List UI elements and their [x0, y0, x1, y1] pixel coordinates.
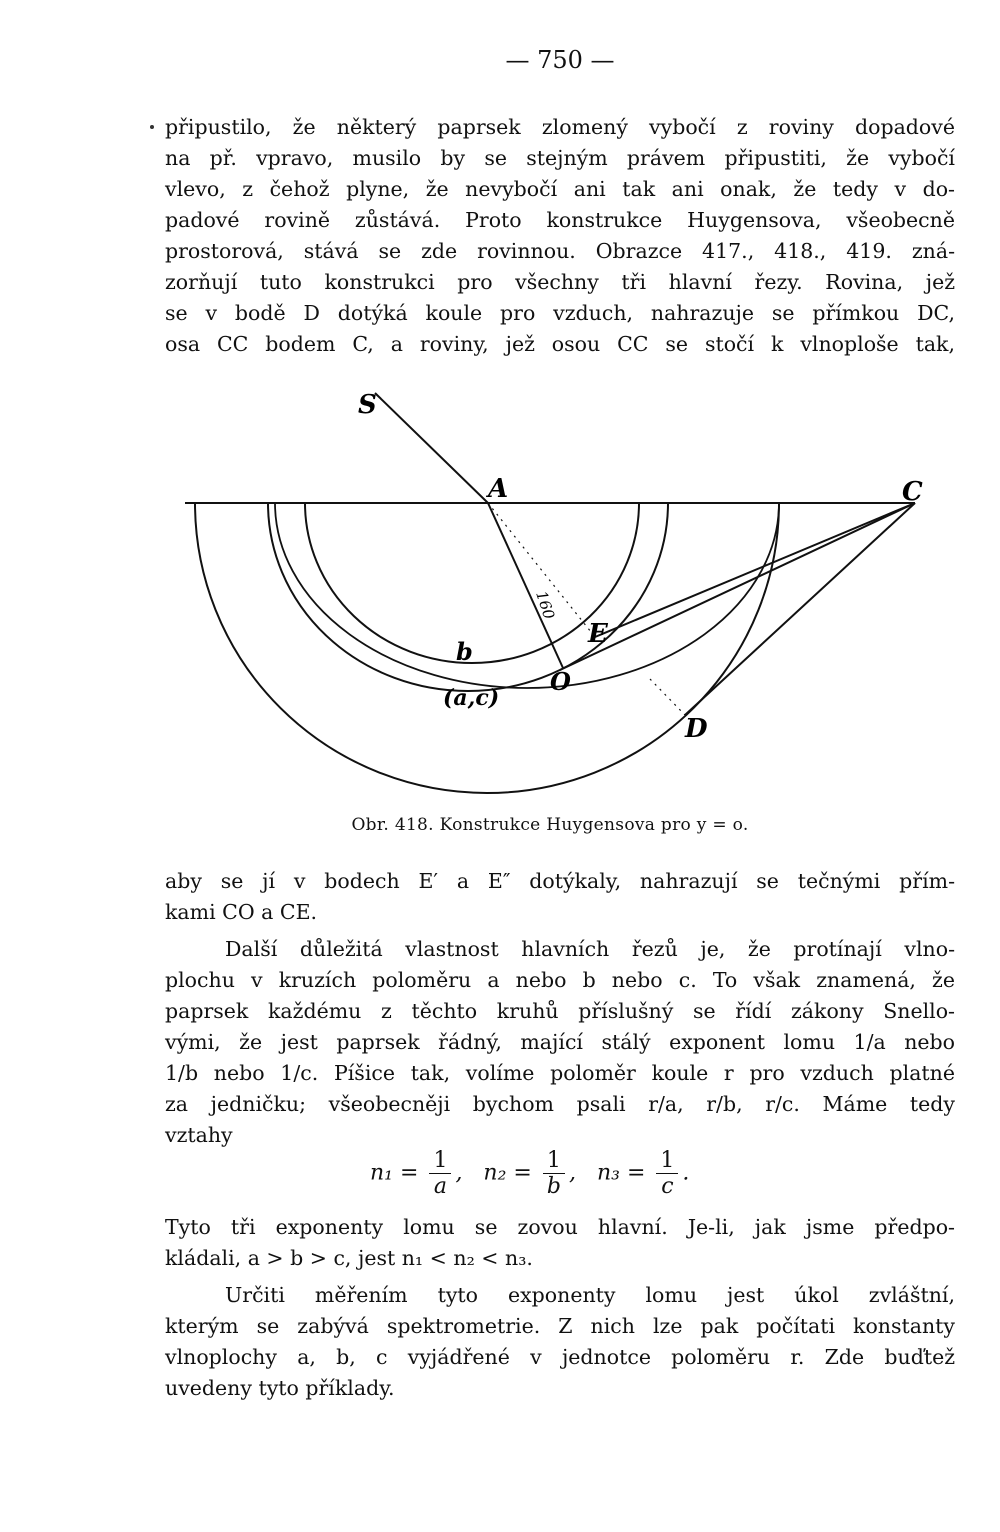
- dotted-ray-d: [650, 679, 685, 715]
- label-d: D: [685, 714, 708, 744]
- arc-outer-partial: [275, 503, 779, 688]
- paragraph-5: [165, 1280, 955, 1404]
- text-line: se v bodě D dotýká koule pro vzduch, nahrazuje se přímkou DC,: [165, 301, 955, 325]
- fraction-1-b: [543, 1148, 565, 1199]
- denominator: b: [546, 1174, 561, 1199]
- text-line: paprsek každému z těchto kruhů příslušný se řídí zákony Snello-: [165, 999, 955, 1023]
- numerator: 1: [656, 1148, 678, 1174]
- label-e: E: [588, 619, 608, 649]
- text-line: zorňují tuto konstrukci pro všechny tři hlavní řezy. Rovina, jež: [165, 270, 955, 294]
- paragraph-2: [165, 866, 955, 928]
- page-number: — 750 —: [505, 46, 615, 74]
- paragraph-3: [165, 934, 955, 1151]
- formula-eq: =: [626, 1160, 646, 1186]
- fraction-1-c: [656, 1148, 678, 1199]
- paragraph-4: [165, 1212, 955, 1274]
- formula-n2: n₂: [483, 1160, 507, 1186]
- text-line: osa CC bodem C, a roviny, jež osou CC se stočí k vlnoploše tak,: [165, 332, 955, 356]
- text-line: Určiti měřením tyto exponenty lomu jest úkol zvláštní,: [225, 1283, 955, 1307]
- text-line: 1/b nebo 1/c. Píšice tak, volíme poloměr koule r pro vzduch platné: [165, 1061, 955, 1085]
- label-s: S: [358, 390, 377, 420]
- text-line: aby se jí v bodech E′ a E″ dotýkaly, nahrazují se tečnými přím-: [165, 869, 955, 893]
- text-line: vlevo, z čehož plyne, že nevybočí ani tak ani onak, že tedy v do-: [165, 177, 955, 201]
- text-line: padové rovině zůstává. Proto konstrukce Huygensova, všeobecně: [165, 208, 955, 232]
- fraction-1-a: [429, 1148, 451, 1199]
- refracted-ray: [488, 503, 563, 668]
- formula-exponents: n₁ = $\frac{1}{a}$ , n₂ = $\frac{1}{b}$ , n₃ = $\frac{1}{c}$ .: [370, 1148, 690, 1199]
- label-b: b: [456, 637, 473, 666]
- formula-n3: n₃: [596, 1160, 620, 1186]
- text-line: vztahy: [165, 1123, 233, 1147]
- text-line: vými, že jest paprsek řádný, mající stálý exponent lomu 1/a nebo: [165, 1030, 955, 1054]
- numerator: 1: [429, 1148, 451, 1174]
- text-line: vlnoplochy a, b, c vyjádřené v jednotce poloměru r. Zde buďtež: [165, 1345, 955, 1369]
- label-a: A: [488, 474, 509, 504]
- denominator: c: [661, 1174, 674, 1199]
- figure-diagram: [180, 375, 940, 805]
- text-line: uvedeny tyto příklady.: [165, 1376, 395, 1400]
- denominator: a: [433, 1174, 447, 1199]
- numerator: 1: [543, 1148, 565, 1174]
- label-ac: (a,c): [443, 685, 500, 711]
- paragraph-1: [165, 112, 955, 360]
- formula-n1: n₁: [370, 1160, 393, 1186]
- text-line: Tyto tři exponenty lomu se zovou hlavní. Je-li, jak jsme předpo-: [165, 1215, 955, 1239]
- incident-ray: [375, 393, 488, 503]
- formula-eq: =: [513, 1160, 532, 1186]
- text-line: kami CO a CE.: [165, 900, 318, 924]
- text-line: Další důležitá vlastnost hlavních řezů je, že protínají vlno-: [225, 937, 955, 961]
- text-line: kterým se zabývá spektrometrie. Z nich lze pak počítati konstanty: [165, 1314, 955, 1338]
- text-line: prostorová, stává se zde rovinnou. Obrazce 417., 418., 419. zná-: [165, 239, 955, 263]
- text-line: připustilo, že některý paprsek zlomený vybočí z roviny dopadové: [165, 115, 955, 139]
- margin-mark: [150, 125, 154, 129]
- text-line: na př. vpravo, musilo by se stejným právem připustiti, že vybočí: [165, 146, 955, 170]
- text-line: za jedničku; všeobecněji bychom psali r/a, r/b, r/c. Máme tedy: [165, 1092, 955, 1116]
- text-line: plochu v kruzích poloměru a nebo b nebo c. To však znamená, že: [165, 968, 955, 992]
- formula-eq: =: [400, 1160, 419, 1186]
- label-c: C: [902, 477, 923, 507]
- text-line: kládali, a > b > c, jest n₁ < n₂ < n₃.: [165, 1246, 533, 1270]
- label-o: O: [550, 667, 571, 696]
- label-angle: 160: [532, 588, 559, 622]
- figure-caption: Obr. 418. Konstrukce Huygensova pro y = o.: [351, 815, 749, 835]
- tangent-cd: [685, 503, 915, 715]
- tangent-co: [560, 503, 915, 670]
- figure-huygens-construction: [180, 375, 940, 805]
